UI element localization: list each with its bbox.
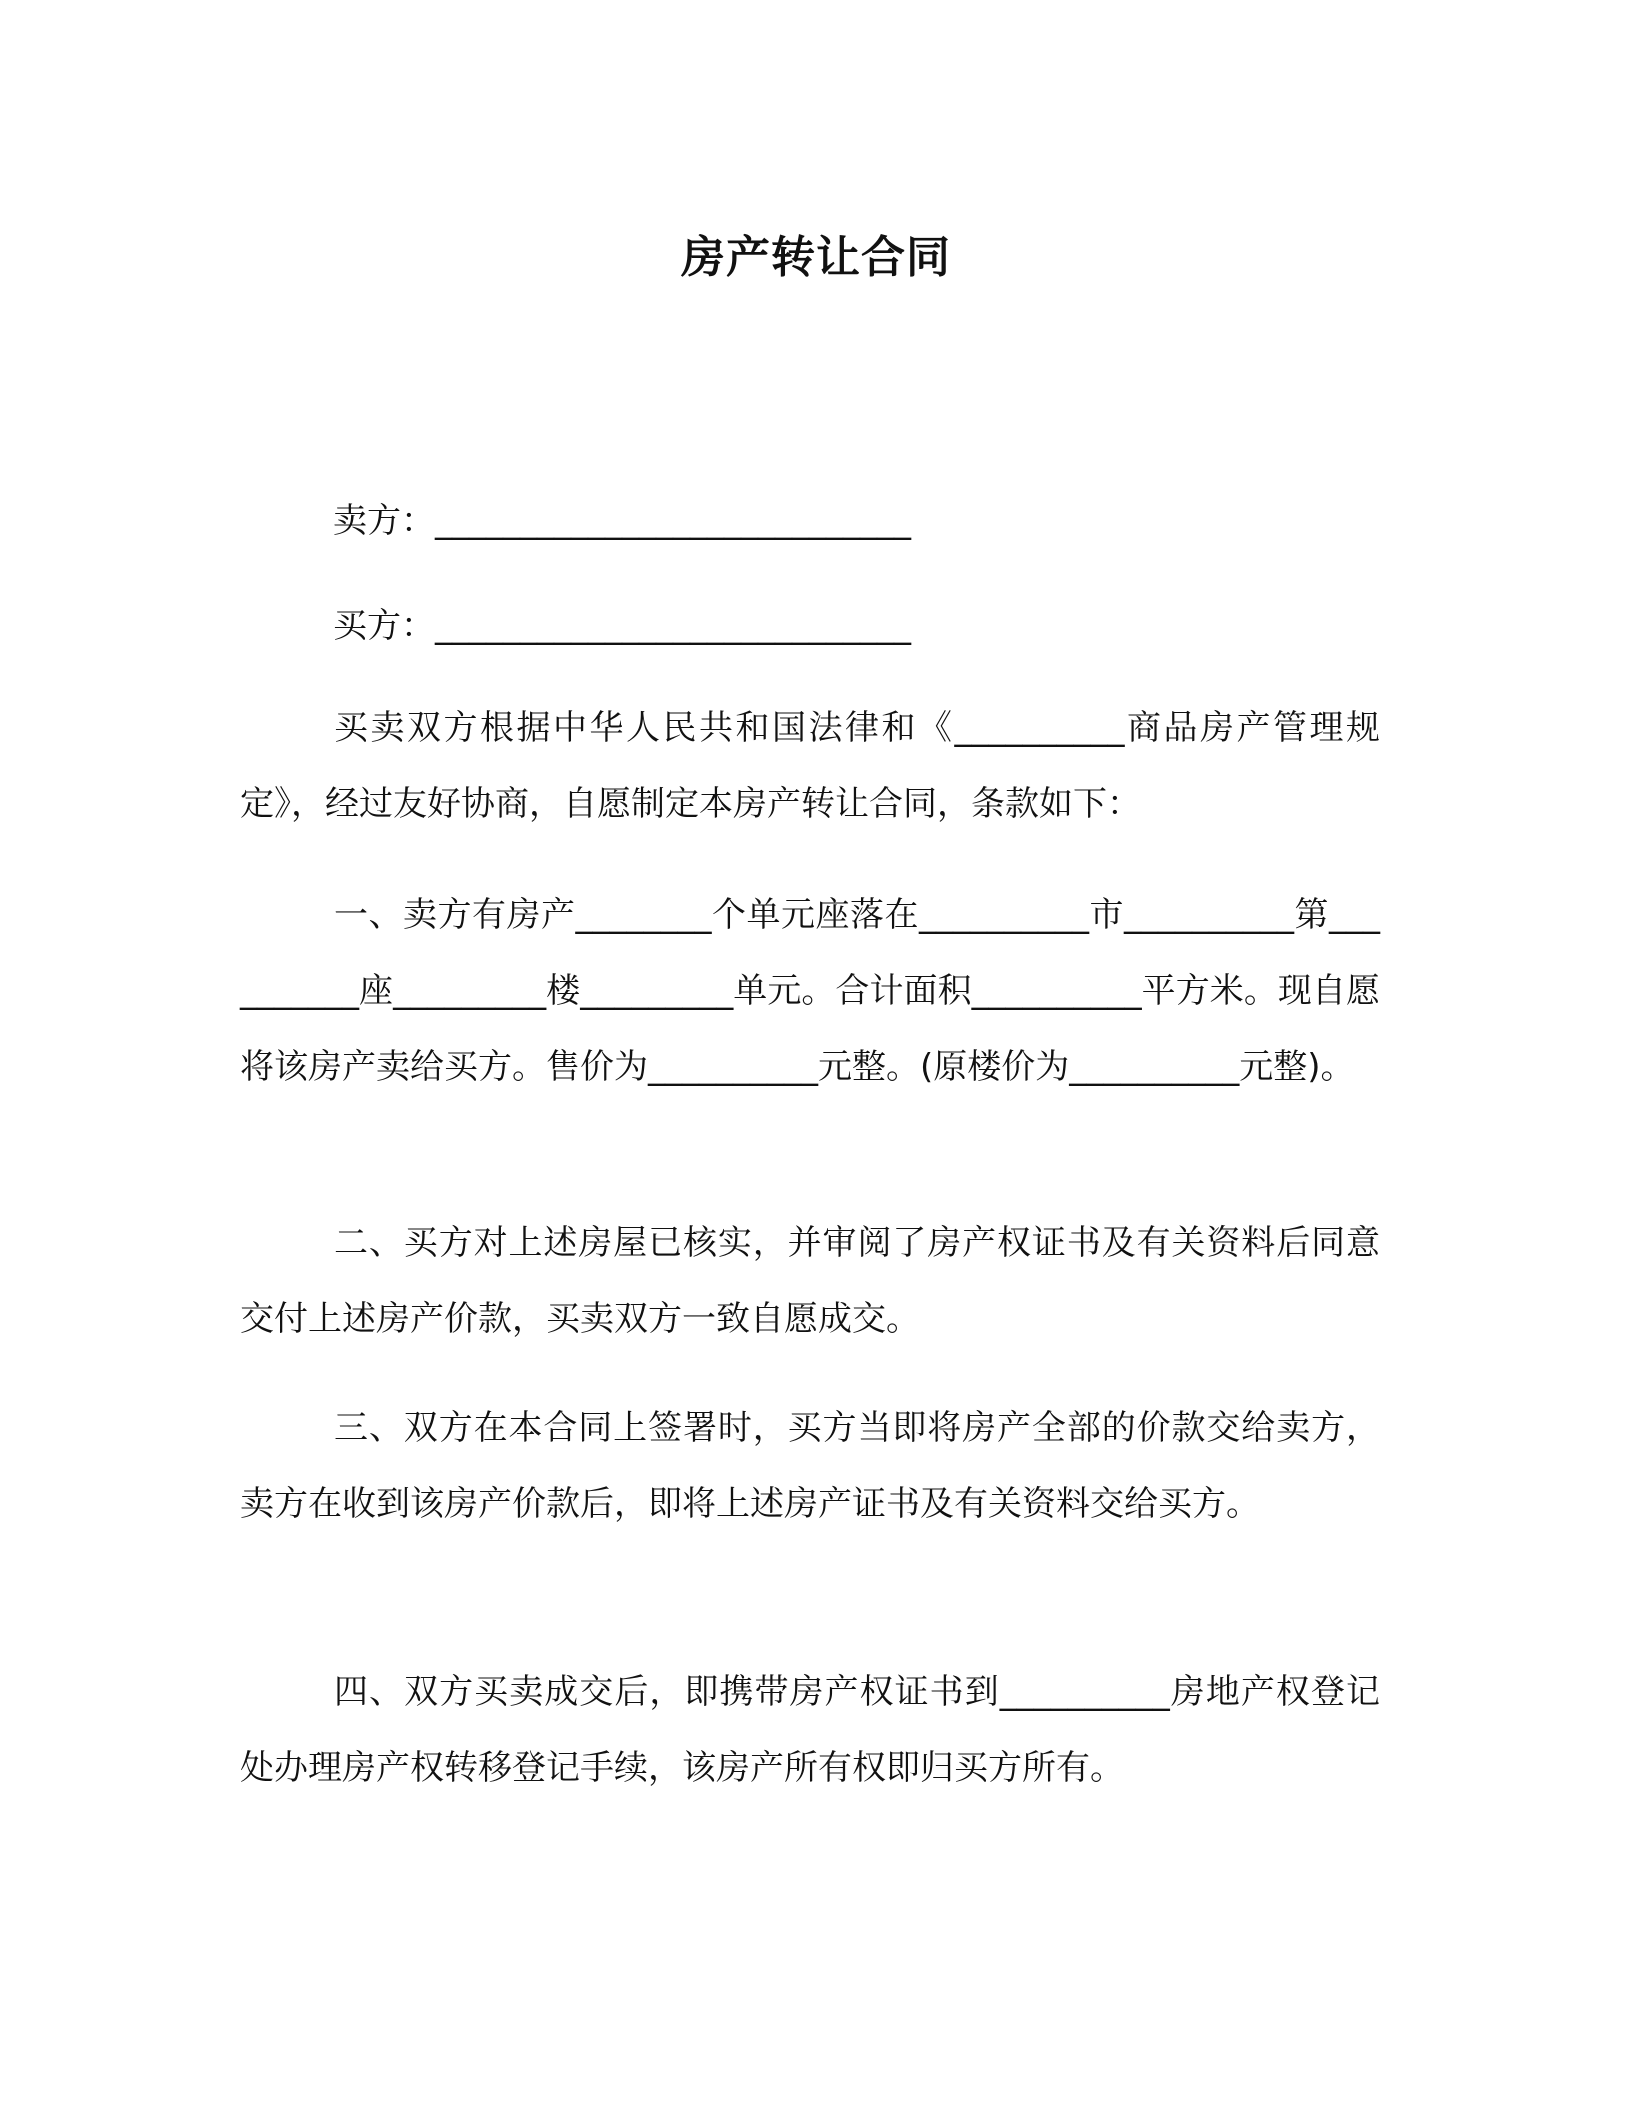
seller-field: 卖方：____________________________ — [333, 501, 911, 541]
clause-4: 四、双方买卖成交后，即携带房产权证书到__________房地产权登记处办理房产权转移登记手续，该房产所有权即归买方所有。 — [240, 1672, 1380, 1788]
clause-2: 二、买方对上述房屋已核实，并审阅了房产权证书及有关资料后同意交付上述房产价款，买卖双方一致自愿成交。 — [240, 1223, 1380, 1339]
document-title: 房产转让合同 — [681, 232, 951, 283]
clause-3: 三、双方在本合同上签署时，买方当即将房产全部的价款交给卖方，卖方在收到该房产价款后，即将上述房产证书及有关资料交给买方。 — [240, 1408, 1380, 1524]
buyer-field: 买方：____________________________ — [333, 606, 911, 646]
clause-1: 一、卖方有房产________个单元座落在__________市__________第__________座_________楼_________单元。合计面积__________平方米。现自愿将该房产卖给买方。售价为__________元整。(原楼价为__________元整)。 — [240, 895, 1380, 1087]
intro-paragraph: 买卖双方根据中华人民共和国法律和《__________商品房产管理规定》，经过友好协商，自愿制定本房产转让合同，条款如下： — [240, 708, 1380, 824]
